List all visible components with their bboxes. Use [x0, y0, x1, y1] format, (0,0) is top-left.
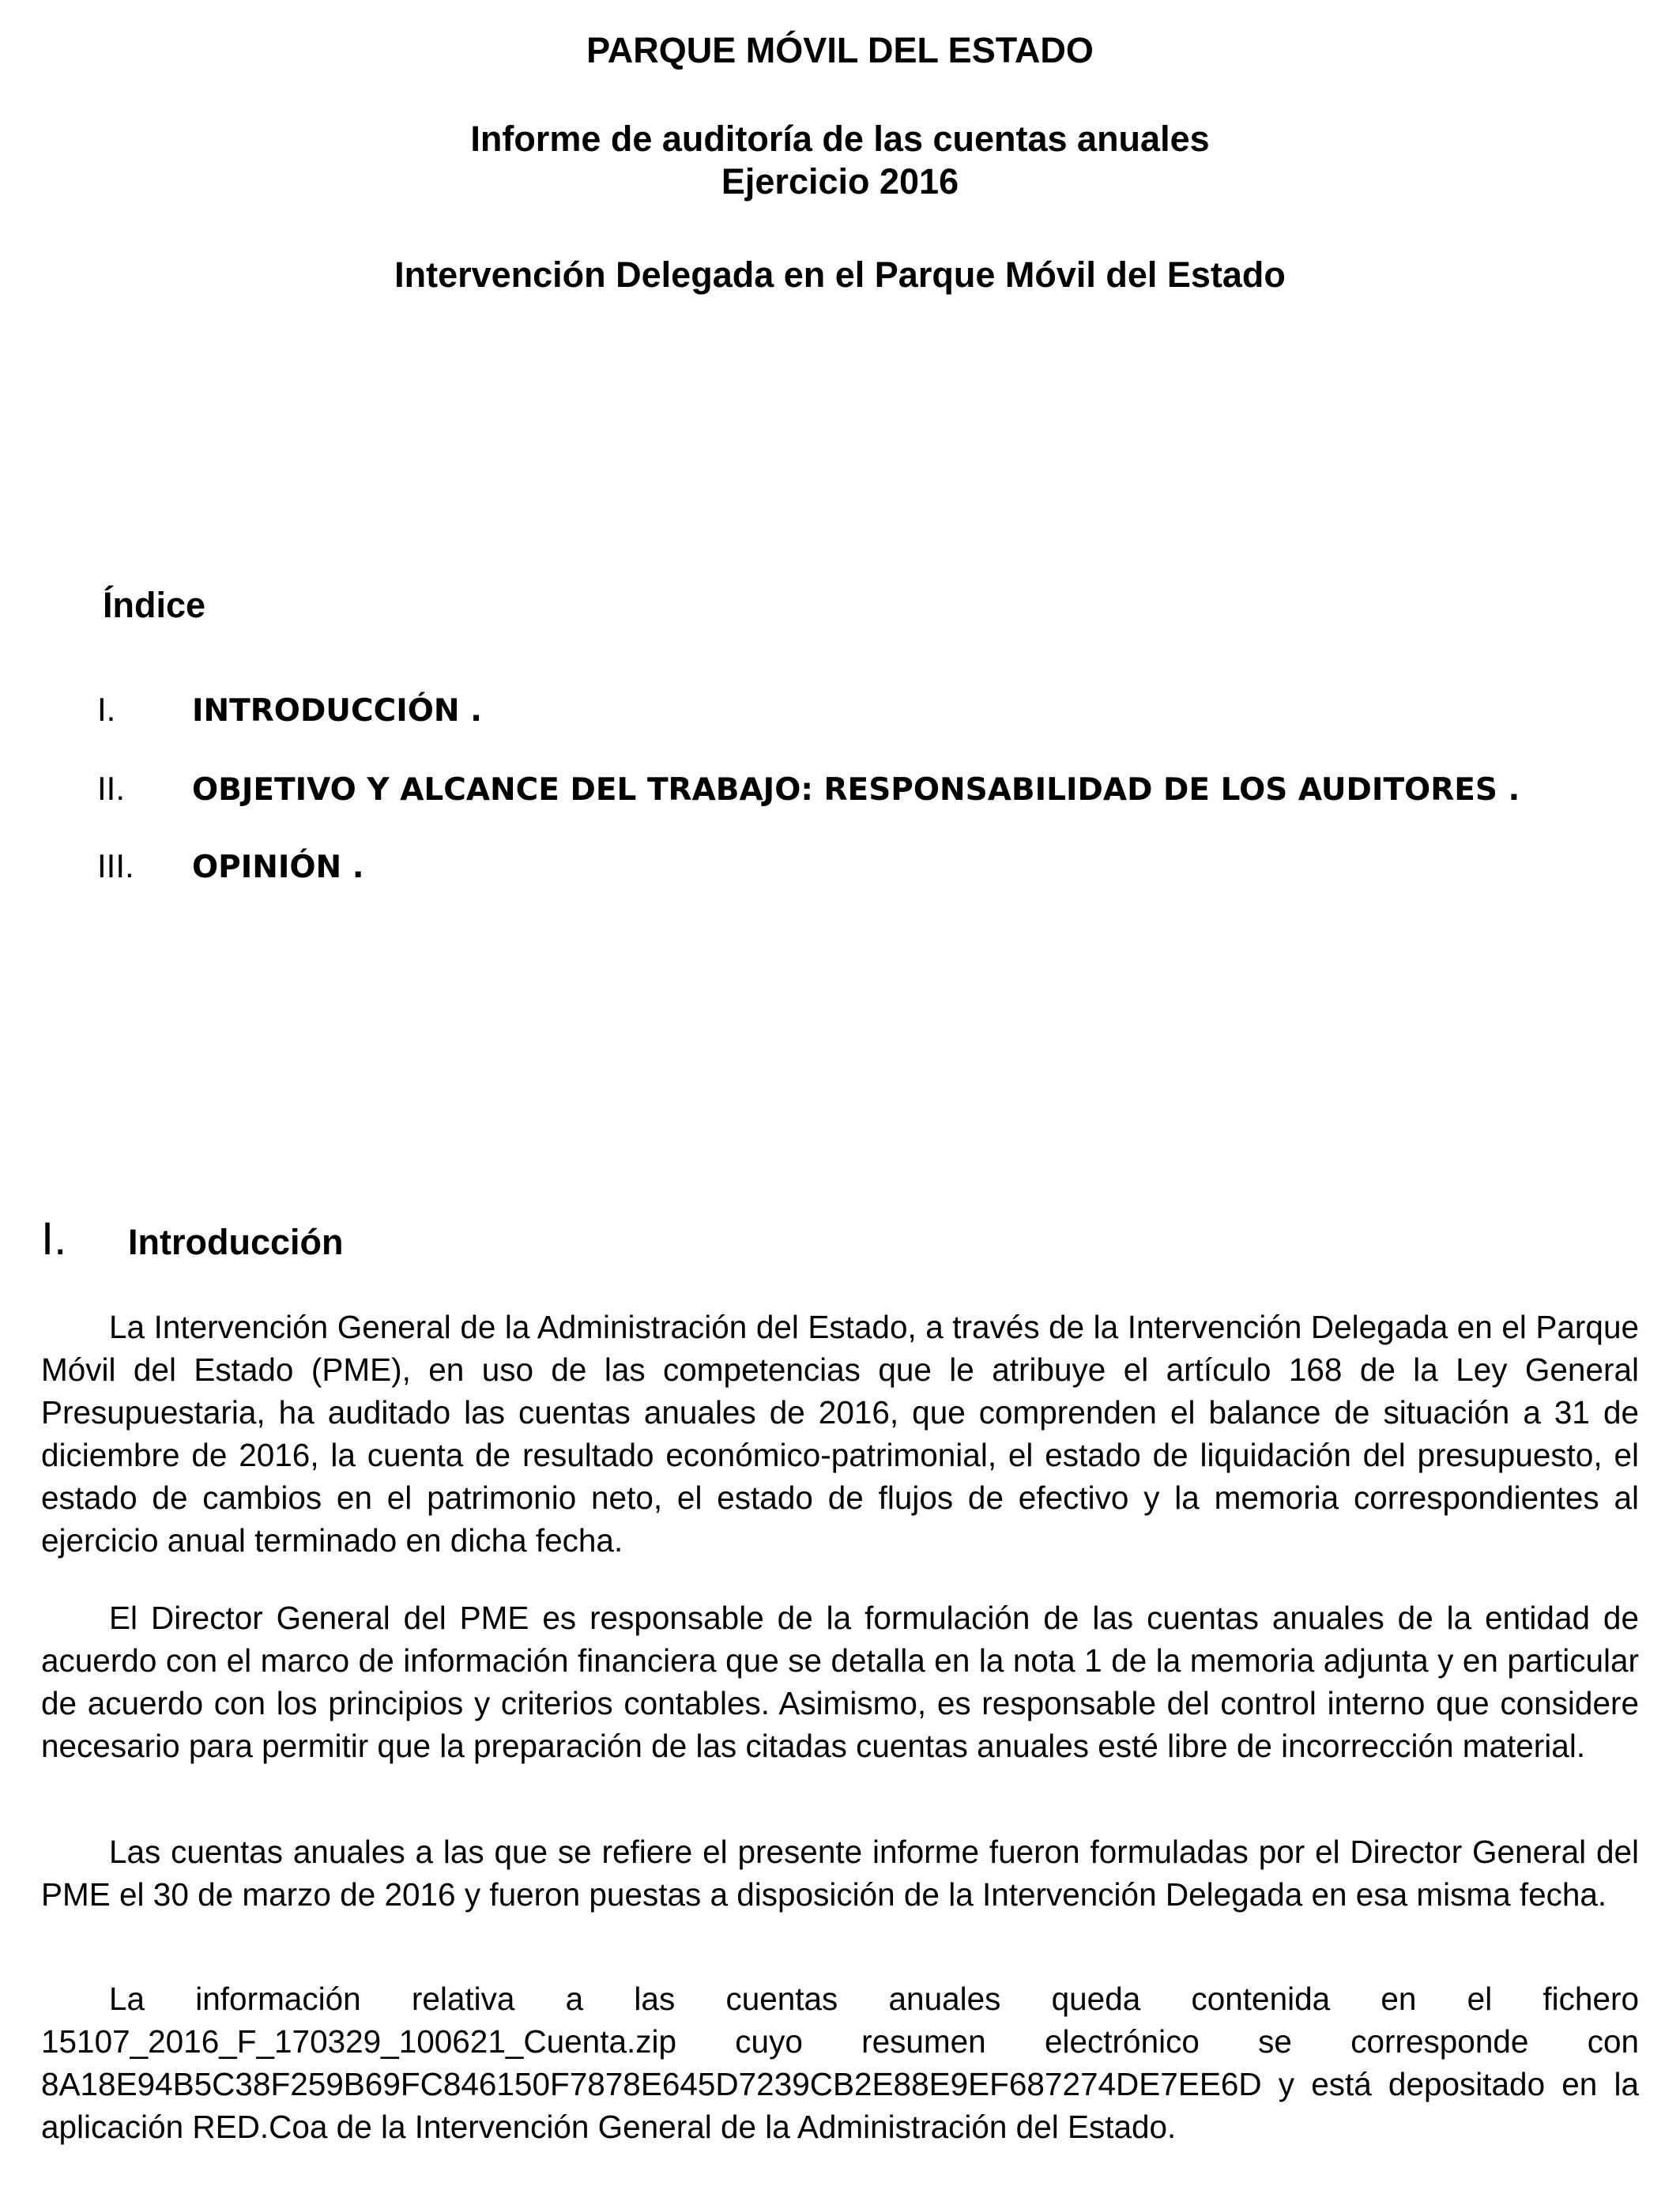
toc-item-label: INTRODUCCIÓN .: [192, 693, 482, 729]
toc-item-opinion[interactable]: [97, 846, 364, 888]
toc-item-introduccion[interactable]: [97, 689, 482, 732]
paragraph-file-hash: La información relativa a las cuentas anuales queda contenida en el fichero 15107_2016_F_170329_100621_Cuenta.zip cuyo resumen electrónico se corresponde con 8A18E94B5C38F259B69FC846150F7878E645D7239CB2E88E9EF687274DE7EE6D y está depositado en la aplicación RED.Coa de la Intervención General de la Administración del Estado.: [41, 1981, 1639, 2145]
toc-item-objetivo[interactable]: [97, 768, 1520, 811]
toc-item-label: OBJETIVO Y ALCANCE DEL TRABAJO: RESPONSABILIDAD DE LOS AUDITORES .: [192, 772, 1520, 808]
fiscal-year: Ejercicio 2016: [721, 161, 959, 202]
toc-item-number: III.: [97, 847, 134, 884]
paragraph-director-responsibility: El Director General del PME es responsable de la formulación de las cuentas anuales de la entidad de acuerdo con el marco de información financiera que se detalla en la nota 1 de la memoria adjunta y en particular de acuerdo con los principios y criterios contables. Asimismo, es responsable del control interno que considere necesario para permitir que la preparación de las citadas cuentas anuales esté libre de incorrección material.: [41, 1600, 1639, 1764]
section-number: I.: [41, 1213, 67, 1265]
index-heading: Índice: [103, 585, 206, 625]
section-heading-introduccion: [41, 1214, 343, 1268]
section-title: Introducción: [128, 1222, 344, 1262]
org-title: PARQUE MÓVIL DEL ESTADO: [586, 30, 1094, 70]
issuer-title: Intervención Delegada en el Parque Móvil del Estado: [394, 254, 1286, 295]
paragraph-formulation-date: Las cuentas anuales a las que se refiere el presente informe fueron formuladas por el Director General del PME el 30 de marzo de 2016 y fueron puestas a disposición de la Intervención Delegada en esa misma fecha.: [41, 1834, 1639, 1913]
paragraph-audit-scope: La Intervención General de la Administración del Estado, a través de la Intervención Delegada en el Parque Móvil del Estado (PME), en uso de las competencias que le atribuye el artículo 168 de la Ley General Presupuestaria, ha auditado las cuentas anuales de 2016, que comprenden el balance de situación a 31 de diciembre de 2016, la cuenta de resultado económico-patrimonial, el estado de liquidación del presupuesto, el estado de cambios en el patrimonio neto, el estado de flujos de efectivo y la memoria correspondientes al ejercicio anual terminado en dicha fecha.: [41, 1309, 1639, 1559]
toc-item-number: I.: [97, 691, 116, 728]
report-title: Informe de auditoría de las cuentas anuales: [470, 119, 1210, 159]
toc-item-label: OPINIÓN .: [192, 850, 364, 885]
toc-item-number: II.: [97, 770, 126, 807]
